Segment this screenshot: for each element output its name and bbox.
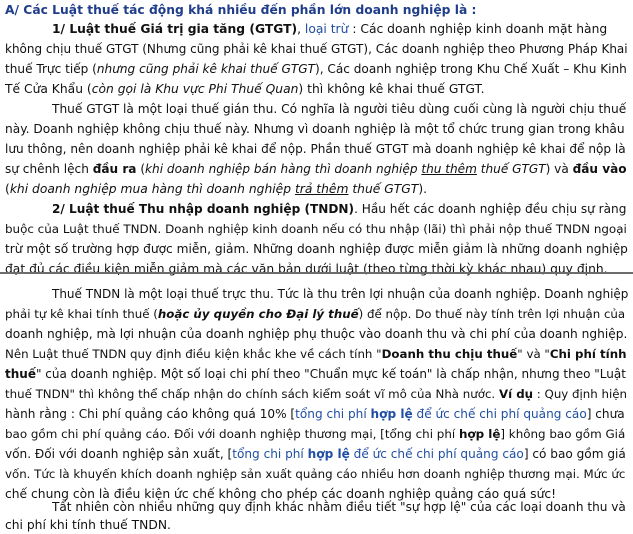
paragraph-vat-line-1 bbox=[52, 20, 607, 38]
cit-law-title: 2/ Luật thuế Thu nhập doanh nghiệp (TNDN) bbox=[52, 202, 355, 216]
text: ) và bbox=[545, 162, 573, 176]
text: " của doanh nghiệp. Một số loại chi phí theo "Chuẩn mực kế toán" là chấp nhận, nhưng theo "Luật bbox=[35, 367, 626, 381]
cit-law-line-2: buộc của Luật thuế TNDN. Doanh nghiệp kinh doanh nếu có thu nhập (lãi) thì phải nộp thuế TNDN ngoại bbox=[5, 222, 627, 236]
italic-text: khi doanh nghiệp mua hàng thì doanh nghiệp bbox=[9, 182, 295, 196]
vat-line-3-italic: nhưng cũng phải kê khai thuế GTGT bbox=[96, 62, 315, 76]
italic-text: khi doanh nghiệp bán hàng thì doanh nghiệp bbox=[145, 162, 422, 176]
vat-law-title: 1/ Luật thuế Giá trị gia tăng (GTGT) bbox=[52, 22, 298, 36]
vat-line-3 bbox=[5, 60, 627, 78]
link-bold-text[interactable]: hợp lệ bbox=[370, 407, 413, 421]
italic-text: thuế GTGT bbox=[348, 182, 419, 196]
italic-text: thuế GTGT bbox=[476, 162, 546, 176]
direct-tax-line-4 bbox=[5, 345, 627, 363]
vat-line-4 bbox=[5, 80, 484, 98]
vat-line-1-text: : Các doanh nghiệp kinh doanh mặt hàng bbox=[348, 22, 608, 36]
link-text[interactable]: để ức chế chi phí quảng cáo bbox=[412, 407, 587, 421]
direct-tax-line-5 bbox=[5, 365, 626, 383]
tax-agent-term: hoặc ủy quyền cho Đại lý thuế bbox=[157, 307, 359, 321]
taxable-revenue-term: Doanh thu chịu thuế bbox=[381, 347, 518, 361]
section-heading: A/ Các Luật thuế tác động khá nhiều đến phần lớn doanh nghiệp là : bbox=[5, 3, 477, 17]
link-text[interactable]: tổng chi phí bbox=[295, 407, 371, 421]
text: bao gồm chi phí quảng cáo. Đối với doanh nghiệp thương mại, [tổng chi phí bbox=[5, 427, 459, 441]
direct-tax-line-8 bbox=[5, 425, 625, 443]
text: ( bbox=[5, 182, 10, 196]
indirect-tax-line-5 bbox=[5, 180, 427, 198]
direct-tax-line-11: chế chung còn là điều kiện ức chế không cho phép các doanh nghiệp quảng cáo quá sức! bbox=[5, 487, 557, 501]
text: ) để nộp. Do thuế này tính trên lợi nhuận của bbox=[358, 307, 626, 321]
link-text[interactable]: để ức chế chi phí quảng cáo bbox=[349, 447, 524, 461]
text: ( bbox=[136, 162, 146, 176]
vat-line-3b: ), Các doanh nghiệp trong Khu Chế Xuất – Khu Kinh bbox=[314, 62, 627, 76]
separator-text: , bbox=[297, 22, 305, 36]
closing-line-2: chi phí khi tính thuế TNDN. bbox=[5, 518, 171, 532]
vat-line-4-italic: còn gọi là Khu vực Phi Thuế Quan bbox=[91, 82, 299, 96]
cit-line-1-text: . Hầu hết các doanh nghiệp đều chịu sự ràng bbox=[354, 202, 627, 216]
text: hành rằng : Chi phí quảng cáo không quá 10% [ bbox=[5, 407, 296, 421]
indirect-tax-line-4 bbox=[5, 160, 627, 178]
text: " và " bbox=[517, 347, 550, 361]
example-label: Ví dụ bbox=[498, 387, 534, 401]
valid-term: hợp lệ bbox=[458, 427, 501, 441]
indirect-tax-line-1: Thuế GTGT là một loại thuế gián thu. Có nghĩa là người tiêu dùng cuối cùng là người chịu thuế bbox=[52, 102, 627, 116]
direct-tax-line-7 bbox=[5, 405, 625, 423]
indirect-tax-line-3: lưu thông, nên doanh nghiệp phải kê khai để nộp. Phần thuế GTGT mà doanh nghiệp kê khai để nộp là bbox=[5, 142, 626, 156]
vat-line-4a: Tế Cửa Khẩu ( bbox=[5, 82, 92, 96]
text: : Quy định hiện bbox=[533, 387, 627, 401]
text: phải tự kê khai tính thuế ( bbox=[5, 307, 158, 321]
cit-law-line-1 bbox=[52, 200, 626, 218]
direct-tax-line-6 bbox=[5, 385, 627, 403]
vat-line-4b: ) thì không kê khai thuế GTGT. bbox=[298, 82, 485, 96]
deductible-cost-term: Chi phí tính bbox=[549, 347, 627, 361]
text: ] có bao gồm giá bbox=[523, 447, 626, 461]
direct-tax-line-3: doanh nghiệp, mà lợi nhuận của doanh nghiệp phụ thuộc vào doanh thu và chi phí của doanh nghiệp. bbox=[5, 327, 628, 341]
direct-tax-line-1: Thuế TNDN là một loại thuế trực thu. Tức là thu trên lợi nhuận của doanh nghiệp. Doanh nghiệp bbox=[52, 287, 629, 301]
direct-tax-line-10: vốn. Tức là khuyến khích doanh nghiệp sản xuất quảng cáo nhiều hơn doanh nghiệp thương mại. Mức ức bbox=[5, 467, 626, 481]
text: Nên Luật thuế TNDN quy định điều kiện khắc khe về cách tính " bbox=[5, 347, 382, 361]
direct-tax-line-9 bbox=[5, 445, 626, 463]
input-term: đầu vào bbox=[572, 162, 627, 176]
direct-tax-line-2 bbox=[5, 305, 625, 323]
underlined-term: thu thêm bbox=[421, 162, 477, 176]
exclusion-link[interactable]: loại trừ bbox=[304, 22, 349, 36]
text: ). bbox=[418, 182, 428, 196]
text: thuế TNDN" thì không thể chấp nhận do chính sách kiểm soát vĩ mô của Nhà nước. bbox=[5, 387, 499, 401]
text: vốn. Đối với doanh nghiệp sản xuất, [ bbox=[5, 447, 233, 461]
text: ] chưa bbox=[586, 407, 625, 421]
cit-law-line-4: đạt đủ các điều kiện miễn giảm mà các văn bản dưới luật (theo từng thời kỳ khác nhau) quy định. bbox=[5, 262, 608, 276]
indirect-tax-line-2: này. Doanh nghiệp không chịu thuế này. Nhưng vì doanh nghiệp là một tổ chức trung gian trong khâu bbox=[5, 122, 625, 136]
output-term: đầu ra bbox=[92, 162, 137, 176]
closing-line-1: Tất nhiên còn nhiều những quy định khác nhằm điều tiết "sự hợp lệ" của các loại doanh thu và bbox=[52, 500, 626, 514]
text: sự chênh lệch bbox=[5, 162, 93, 176]
link-bold-text[interactable]: hợp lệ bbox=[307, 447, 350, 461]
underlined-term: trả thêm bbox=[294, 182, 349, 196]
section-divider bbox=[0, 272, 633, 274]
vat-line-2: không chịu thuế GTGT (Nhưng cũng phải kê khai thuế GTGT), Các doanh nghiệp theo Phương Pháp Khai bbox=[5, 42, 628, 56]
link-text[interactable]: tổng chi phí bbox=[232, 447, 308, 461]
deductible-cost-term-end: thuế bbox=[5, 367, 36, 381]
cit-law-line-3: trừ một số trường hợp được miễn, giảm. Những doanh nghiệp được miễn giảm là những doanh nghiệp bbox=[5, 242, 628, 256]
text: ] không bao gồm Giá bbox=[500, 427, 626, 441]
vat-line-3a: thuế Trực tiếp ( bbox=[5, 62, 97, 76]
